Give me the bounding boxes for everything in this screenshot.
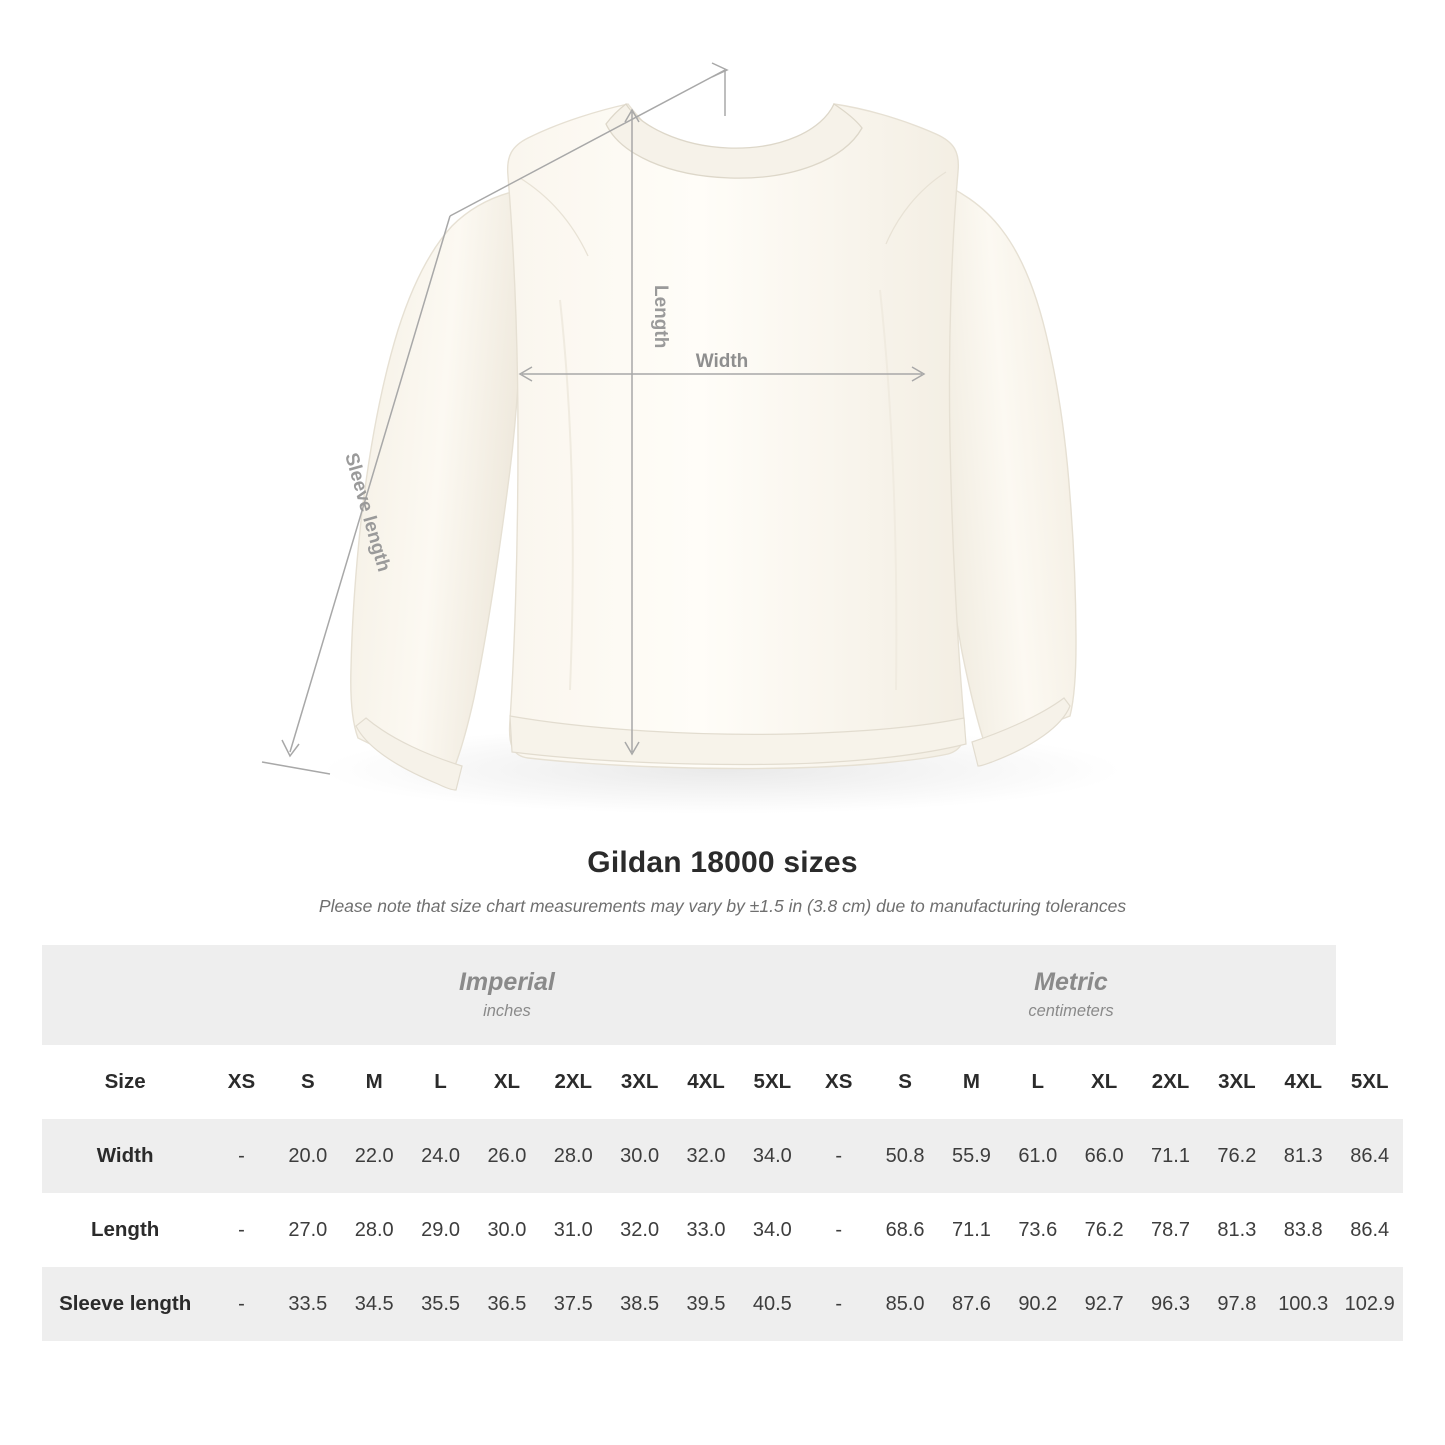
cell-length-met-xs: - [806, 1193, 872, 1267]
cell-width-imp-xs: - [208, 1119, 274, 1193]
cell-sleeve-met-4xl: 100.3 [1270, 1267, 1336, 1341]
cell-length-met-xl: 76.2 [1071, 1193, 1137, 1267]
title-block [0, 846, 1445, 917]
cell-length-met-m: 71.1 [938, 1193, 1004, 1267]
metric-subtitle: centimeters [1028, 1002, 1114, 1021]
size-table-wrapper [0, 945, 1445, 1341]
cell-width-imp-xl: 26.0 [474, 1119, 540, 1193]
cell-width-imp-2xl: 28.0 [540, 1119, 606, 1193]
unit-header-imperial [208, 945, 805, 1045]
cell-length-met-2xl: 78.7 [1137, 1193, 1203, 1267]
cell-sleeve-met-l: 90.2 [1005, 1267, 1071, 1341]
cell-width-met-s: 50.8 [872, 1119, 938, 1193]
cell-width-imp-5xl: 34.0 [739, 1119, 805, 1193]
cell-width-met-5xl: 86.4 [1336, 1119, 1403, 1193]
cell-sleeve-met-2xl: 96.3 [1137, 1267, 1203, 1341]
size-chart-table [42, 945, 1403, 1341]
cell-width-met-2xl: 71.1 [1137, 1119, 1203, 1193]
unit-header-spacer [42, 945, 208, 1045]
col-header-met-2xl: 2XL [1137, 1045, 1203, 1119]
cell-sleeve-met-3xl: 97.8 [1204, 1267, 1270, 1341]
table-row [42, 1119, 1403, 1193]
cell-length-imp-2xl: 31.0 [540, 1193, 606, 1267]
col-header-met-xl: XL [1071, 1045, 1137, 1119]
col-header-met-xs: XS [806, 1045, 872, 1119]
table-row [42, 1267, 1403, 1341]
cell-width-met-m: 55.9 [938, 1119, 1004, 1193]
cell-sleeve-imp-5xl: 40.5 [739, 1267, 805, 1341]
cell-width-met-l: 61.0 [1005, 1119, 1071, 1193]
cell-sleeve-met-5xl: 102.9 [1336, 1267, 1403, 1341]
row-label-width: Width [42, 1119, 208, 1193]
cell-length-imp-m: 28.0 [341, 1193, 407, 1267]
cell-length-imp-5xl: 34.0 [739, 1193, 805, 1267]
cell-width-met-xl: 66.0 [1071, 1119, 1137, 1193]
cell-width-imp-m: 22.0 [341, 1119, 407, 1193]
col-header-imp-xs: XS [208, 1045, 274, 1119]
cell-length-imp-s: 27.0 [275, 1193, 341, 1267]
cell-length-met-s: 68.6 [872, 1193, 938, 1267]
cell-length-met-5xl: 86.4 [1336, 1193, 1403, 1267]
cell-width-imp-4xl: 32.0 [673, 1119, 739, 1193]
cell-sleeve-met-s: 85.0 [872, 1267, 938, 1341]
cell-sleeve-imp-3xl: 38.5 [606, 1267, 672, 1341]
imperial-title: Imperial [458, 968, 555, 996]
cell-length-met-3xl: 81.3 [1204, 1193, 1270, 1267]
cell-sleeve-imp-l: 35.5 [407, 1267, 473, 1341]
cell-sleeve-met-xs: - [806, 1267, 872, 1341]
metric-title: Metric [1034, 968, 1108, 996]
cell-sleeve-imp-2xl: 37.5 [540, 1267, 606, 1341]
cell-width-met-3xl: 76.2 [1204, 1119, 1270, 1193]
col-header-size: Size [42, 1045, 208, 1119]
cell-sleeve-imp-4xl: 39.5 [673, 1267, 739, 1341]
table-row [42, 1193, 1403, 1267]
table-header-row [42, 1045, 1403, 1119]
cell-width-imp-s: 20.0 [275, 1119, 341, 1193]
col-header-imp-3xl: 3XL [606, 1045, 672, 1119]
col-header-imp-5xl: 5XL [739, 1045, 805, 1119]
cell-sleeve-imp-s: 33.5 [275, 1267, 341, 1341]
cell-width-met-xs: - [806, 1119, 872, 1193]
sleeve-length-label: Sleeve length [340, 450, 395, 575]
cell-length-imp-4xl: 33.0 [673, 1193, 739, 1267]
cell-width-met-4xl: 81.3 [1270, 1119, 1336, 1193]
cell-length-met-4xl: 83.8 [1270, 1193, 1336, 1267]
col-header-imp-l: L [407, 1045, 473, 1119]
col-header-met-l: L [1005, 1045, 1071, 1119]
cell-sleeve-imp-xs: - [208, 1267, 274, 1341]
page-title: Gildan 18000 sizes [587, 846, 858, 879]
cell-width-imp-3xl: 30.0 [606, 1119, 672, 1193]
cell-sleeve-imp-m: 34.5 [341, 1267, 407, 1341]
col-header-imp-2xl: 2XL [540, 1045, 606, 1119]
tolerance-note: Please note that size chart measurements may vary by ±1.5 in (3.8 cm) due to manufacturing tolerances [318, 896, 1127, 916]
cell-length-imp-l: 29.0 [407, 1193, 473, 1267]
col-header-imp-4xl: 4XL [673, 1045, 739, 1119]
unit-header-metric [806, 945, 1337, 1045]
cell-length-imp-xs: - [208, 1193, 274, 1267]
cell-sleeve-imp-xl: 36.5 [474, 1267, 540, 1341]
col-header-imp-xl: XL [474, 1045, 540, 1119]
cell-sleeve-met-m: 87.6 [938, 1267, 1004, 1341]
col-header-met-4xl: 4XL [1270, 1045, 1336, 1119]
unit-header-row [42, 945, 1403, 1045]
cell-length-met-l: 73.6 [1005, 1193, 1071, 1267]
imperial-subtitle: inches [483, 1002, 531, 1021]
col-header-met-s: S [872, 1045, 938, 1119]
width-label: Width [695, 351, 749, 372]
col-header-met-3xl: 3XL [1204, 1045, 1270, 1119]
row-label-length: Length [42, 1193, 208, 1267]
col-header-met-5xl: 5XL [1336, 1045, 1403, 1119]
cell-length-imp-3xl: 32.0 [606, 1193, 672, 1267]
col-header-imp-s: S [275, 1045, 341, 1119]
row-label-sleeve-length: Sleeve length [42, 1267, 208, 1341]
length-label: Length [650, 285, 671, 349]
col-header-met-m: M [938, 1045, 1004, 1119]
cell-sleeve-met-xl: 92.7 [1071, 1267, 1137, 1341]
cell-width-imp-l: 24.0 [407, 1119, 473, 1193]
col-header-imp-m: M [341, 1045, 407, 1119]
left-sleeve [351, 190, 522, 782]
cell-length-imp-xl: 30.0 [474, 1193, 540, 1267]
